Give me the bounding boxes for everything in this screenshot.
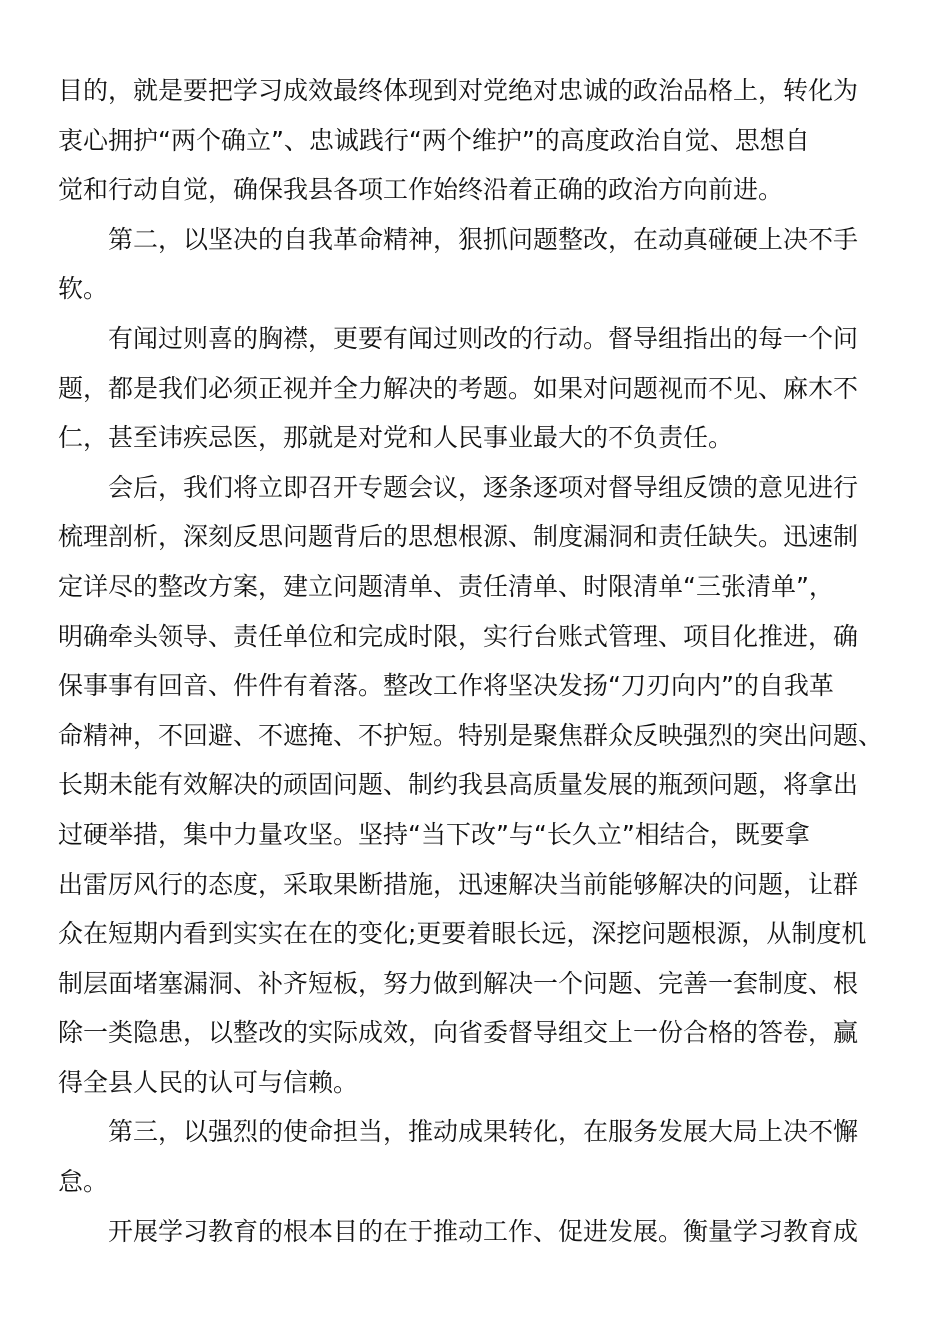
heading-line: 软。 (58, 274, 109, 304)
text-line: 衷心拥护“两个确立”、忠诚践行“两个维护”的高度政治自觉、思想自 (58, 125, 810, 155)
text-line: 除一类隐患，以整改的实际成效，向省委督导组交上一份合格的答卷，赢 (58, 1018, 859, 1048)
text-line: 题，都是我们必须正视并全力解决的考题。如果对问题视而不见、麻木不 (58, 373, 859, 403)
document-body (58, 66, 892, 1256)
text-line: 制层面堵塞漏洞、补齐短板，努力做到解决一个问题、完善一套制度、根 (58, 968, 859, 998)
paragraph-1 (58, 66, 892, 215)
text-line: 觉和行动自觉，确保我县各项工作始终沿着正确的政治方向前进。 (58, 175, 784, 205)
section-heading-2 (58, 215, 892, 314)
text-line: 会后，我们将立即召开专题会议，逐条逐项对督导组反馈的意见进行 (58, 472, 859, 502)
text-line: 命精神，不回避、不遮掩、不护短。特别是聚焦群众反映强烈的突出问题、 (58, 720, 884, 750)
heading-line: 第三，以强烈的使命担当，推动成果转化，在服务发展大局上决不懈 (58, 1117, 859, 1147)
text-line: 得全县人民的认可与信赖。 (58, 1067, 359, 1097)
paragraph-6 (58, 1207, 892, 1257)
text-line: 定详尽的整改方案，建立问题清单、责任清单、时限清单“三张清单”， (58, 571, 834, 601)
section-heading-3 (58, 1107, 892, 1206)
text-line: 保事事有回音、件件有着落。整改工作将坚决发扬“刀刃向内”的自我革 (58, 671, 834, 701)
text-line: 仁，甚至讳疾忌医，那就是对党和人民事业最大的不负责任。 (58, 423, 734, 453)
text-line: 有闻过则喜的胸襟，更要有闻过则改的行动。督导组指出的每一个问 (58, 323, 859, 353)
text-line: 众在短期内看到实实在在的变化;更要着眼长远，深挖问题根源，从制度机 (58, 919, 867, 949)
text-line: 目的，就是要把学习成效最终体现到对党绝对忠诚的政治品格上，转化为 (58, 76, 859, 105)
text-line: 长期未能有效解决的顽固问题、制约我县高质量发展的瓶颈问题，将拿出 (58, 770, 859, 800)
paragraph-3 (58, 314, 892, 463)
text-line: 梳理剖析，深刻反思问题背后的思想根源、制度漏洞和责任缺失。迅速制 (58, 522, 859, 552)
text-line: 开展学习教育的根本目的在于推动工作、促进发展。衡量学习教育成 (58, 1216, 859, 1246)
paragraph-4 (58, 463, 892, 1108)
text-line: 明确牵头领导、责任单位和完成时限，实行台账式管理、项目化推进，确 (58, 621, 859, 651)
text-line: 过硬举措，集中力量攻坚。坚持“当下改”与“长久立”相结合，既要拿 (58, 819, 810, 849)
text-line: 出雷厉风行的态度，采取果断措施，迅速解决当前能够解决的问题，让群 (58, 869, 859, 899)
heading-line: 第二，以坚决的自我革命精神，狠抓问题整改，在动真碰硬上决不手 (58, 224, 859, 254)
heading-line: 怠。 (58, 1167, 109, 1197)
